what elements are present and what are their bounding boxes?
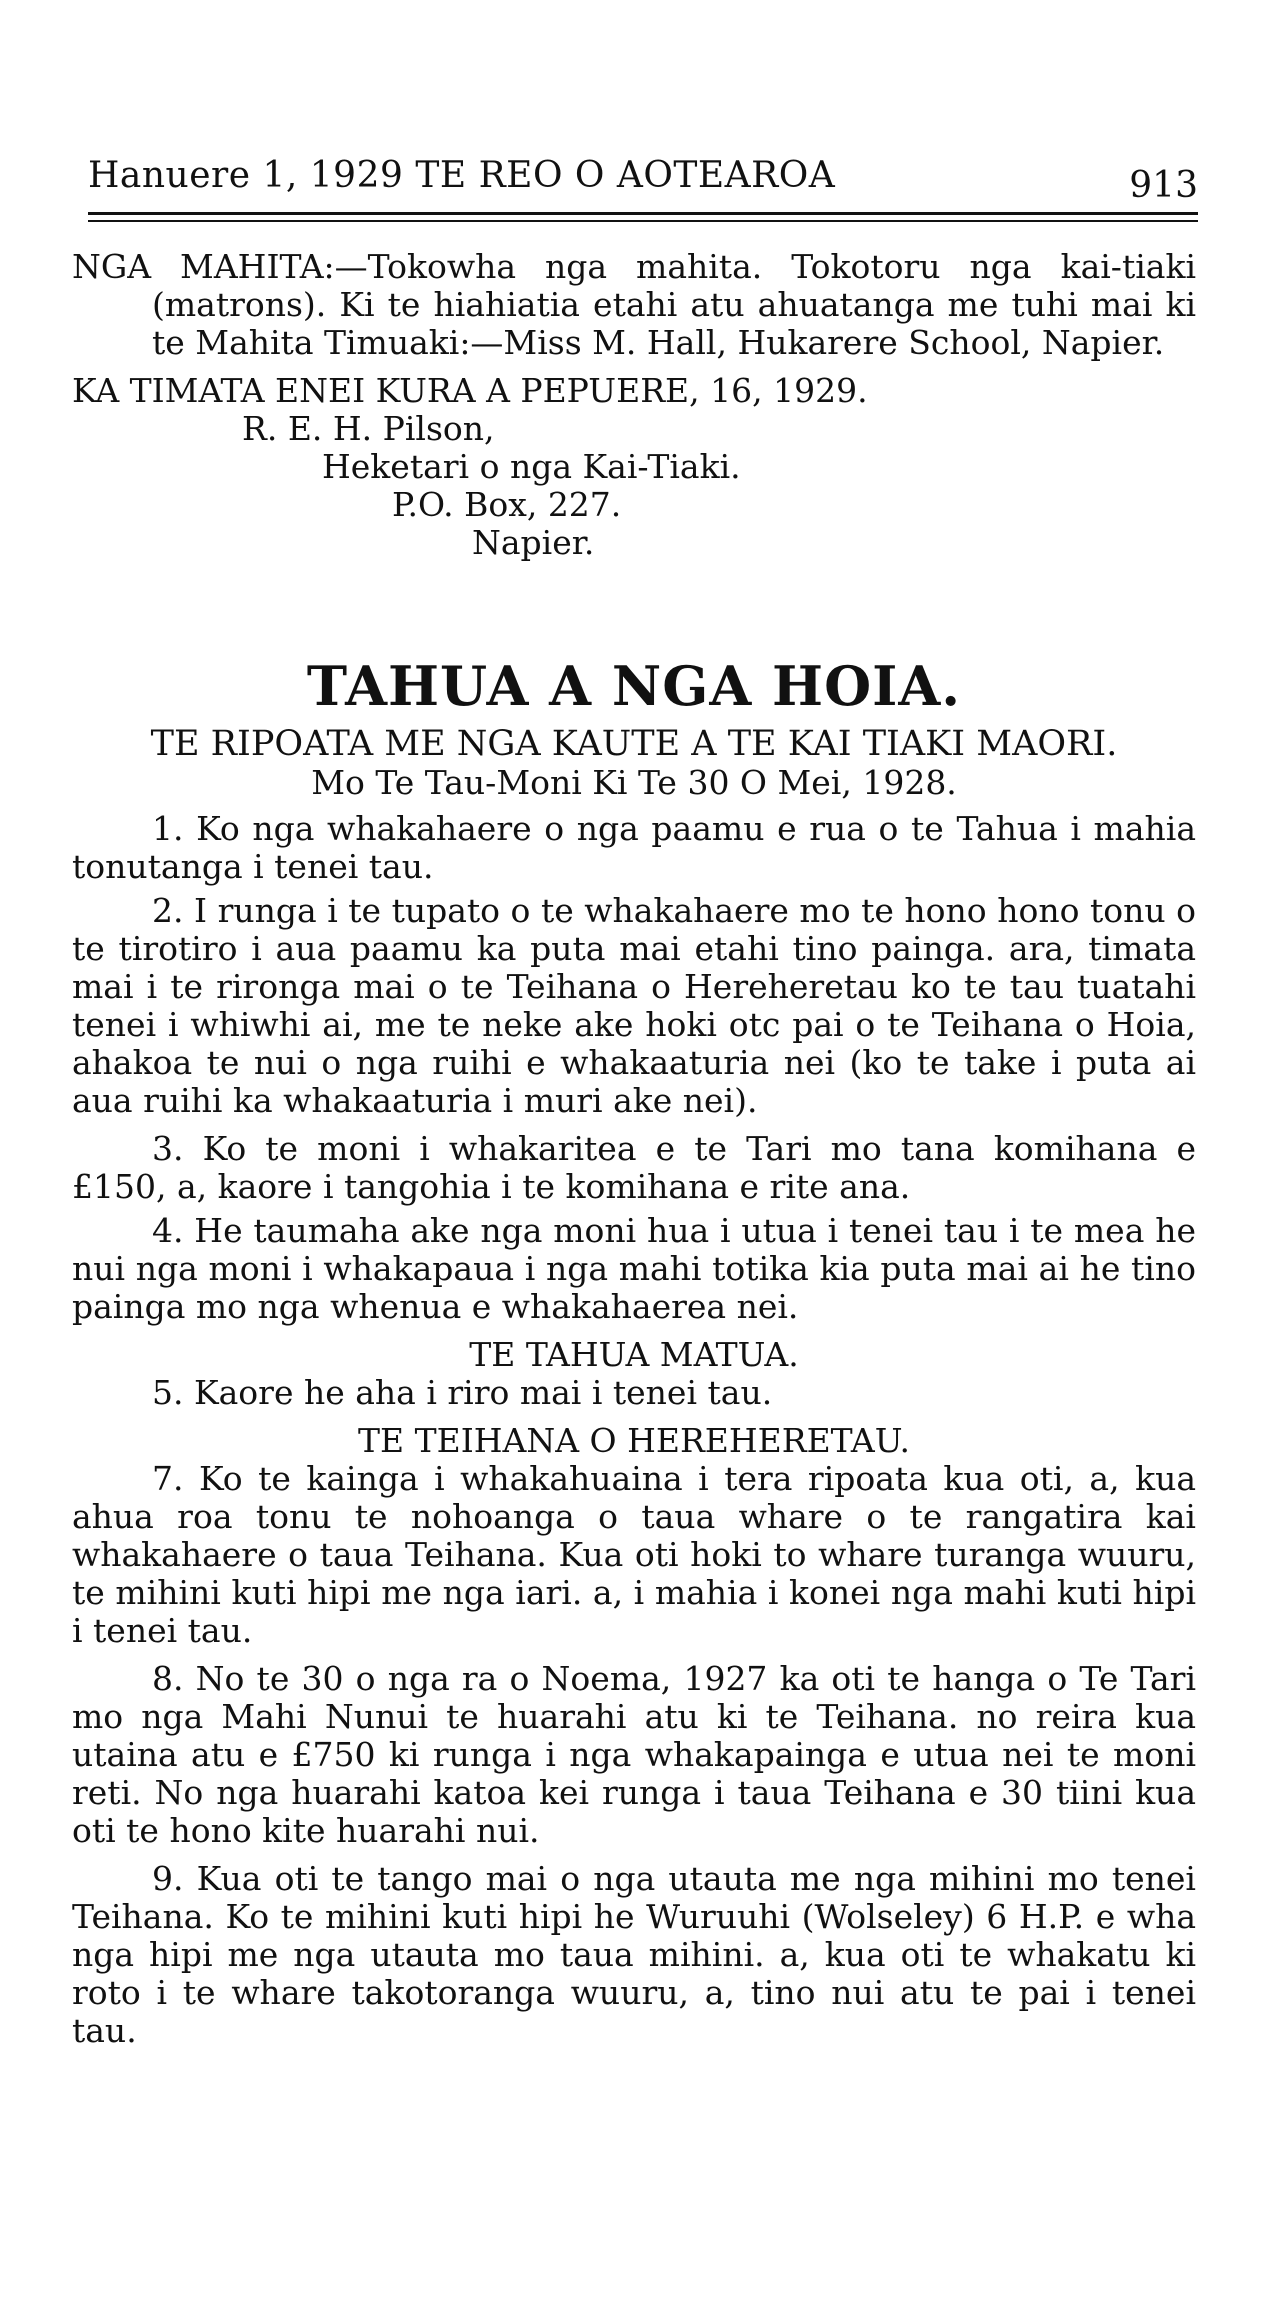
header-date-title: Hanuere 1, 1929 TE REO O AOTEAROA bbox=[88, 155, 836, 196]
running-header bbox=[88, 150, 1198, 212]
report-subtitle: TE RIPOATA ME NGA KAUTE A TE KAI TIAKI MAORI. bbox=[150, 724, 1118, 764]
mahita-notice: NGA MAHITA:—Tokowha nga mahita. Tokotoru nga kai-tiaki (matrons). Ki te hiahiatia etahi atu ahuatanga me tuhi mai ki te Mahita Timuaki:—Miss M. Hall, Hukarere School, Napier. bbox=[72, 247, 1196, 362]
header-rule-thin bbox=[88, 220, 1198, 222]
paragraph-5: 5. Kaore he aha i riro mai i tenei tau. bbox=[152, 1373, 773, 1412]
signatory-city: Napier. bbox=[472, 523, 595, 562]
school-start-notice: KA TIMATA ENEI KURA A PEPUERE, 16, 1929. bbox=[72, 371, 868, 410]
paragraph-4: 4. He taumaha ake nga moni hua i utua i tenei tau i te mea he nui nga moni i whakapaua i nga mahi totika kia puta mai ai he tino painga mo nga whenua e whakahaerea nei. bbox=[72, 1211, 1196, 1326]
paragraph-1: 1. Ko nga whakahaere o nga paamu e rua o te Tahua i mahia tonutanga i tenei tau. bbox=[72, 809, 1196, 886]
header-rule-thick bbox=[88, 212, 1198, 215]
report-title: TAHUA A NGA HOIA. bbox=[306, 654, 962, 718]
paragraph-9: 9. Kua oti te tango mai o nga utauta me nga mihini mo tenei Teihana. Ko te mihini kuti hipi he Wuruuhi (Wolseley) 6 H.P. e wha nga hipi me nga utauta mo taua mihini. a, kua oti te whakatu ki roto i te whare takotoranga wuuru, a, tino nui atu te pai i tenei tau. bbox=[72, 1859, 1196, 2050]
paragraph-8: 8. No te 30 o nga ra o Noema, 1927 ka oti te hanga o Te Tari mo nga Mahi Nunui te huarahi atu ki te Teihana. no reira kua utaina atu e £750 ki runga i nga whakapainga e utua nei te moni reti. No nga huarahi katoa kei runga i taua Teihana e 30 tiini kua oti te hono kite huarahi nui. bbox=[72, 1659, 1196, 1850]
paragraph-3: 3. Ko te moni i whakaritea e te Tari mo tana komihana e £150, a, kaore i tangohia i te komihana e rite ana. bbox=[72, 1129, 1196, 1206]
section-heading-hereheretau: TE TEIHANA O HEREHERETAU. bbox=[358, 1421, 910, 1460]
page-body bbox=[72, 248, 1196, 2050]
paragraph-7: 7. Ko te kainga i whakahuaina i tera ripoata kua oti, a, kua ahua roa tonu te nohoanga o taua whare o te rangatira kai whakahaere o taua Teihana. Kua oti hoki to whare turanga wuuru, te mihini kuti hipi me nga iari. a, i mahia i konei nga mahi kuti hipi i tenei tau. bbox=[72, 1459, 1196, 1650]
signatory-title: Heketari o nga Kai-Tiaki. bbox=[322, 447, 741, 486]
signatory-box: P.O. Box, 227. bbox=[392, 485, 622, 524]
page-number: 913 bbox=[1129, 165, 1198, 206]
paragraph-2: 2. I runga i te tupato o te whakahaere mo te hono hono tonu o te tirotiro i aua paamu ka puta mai etahi tino painga. ara, timata mai i te rironga mai o te Teihana o Hereheretau ko te tau tuatahi tenei i whiwhi ai, me te neke ake hoki otc pai o te Teihana o Hoia, ahakoa te nui o nga ruihi e whakaaturia nei (ko te take i puta ai aua ruihi ka whakaaturia i muri ake nei). bbox=[72, 891, 1196, 1120]
signatory-name: R. E. H. Pilson, bbox=[242, 409, 495, 448]
section-heading-tahua-matua: TE TAHUA MATUA. bbox=[469, 1335, 799, 1374]
report-date: Mo Te Tau-Moni Ki Te 30 O Mei, 1928. bbox=[311, 763, 957, 802]
